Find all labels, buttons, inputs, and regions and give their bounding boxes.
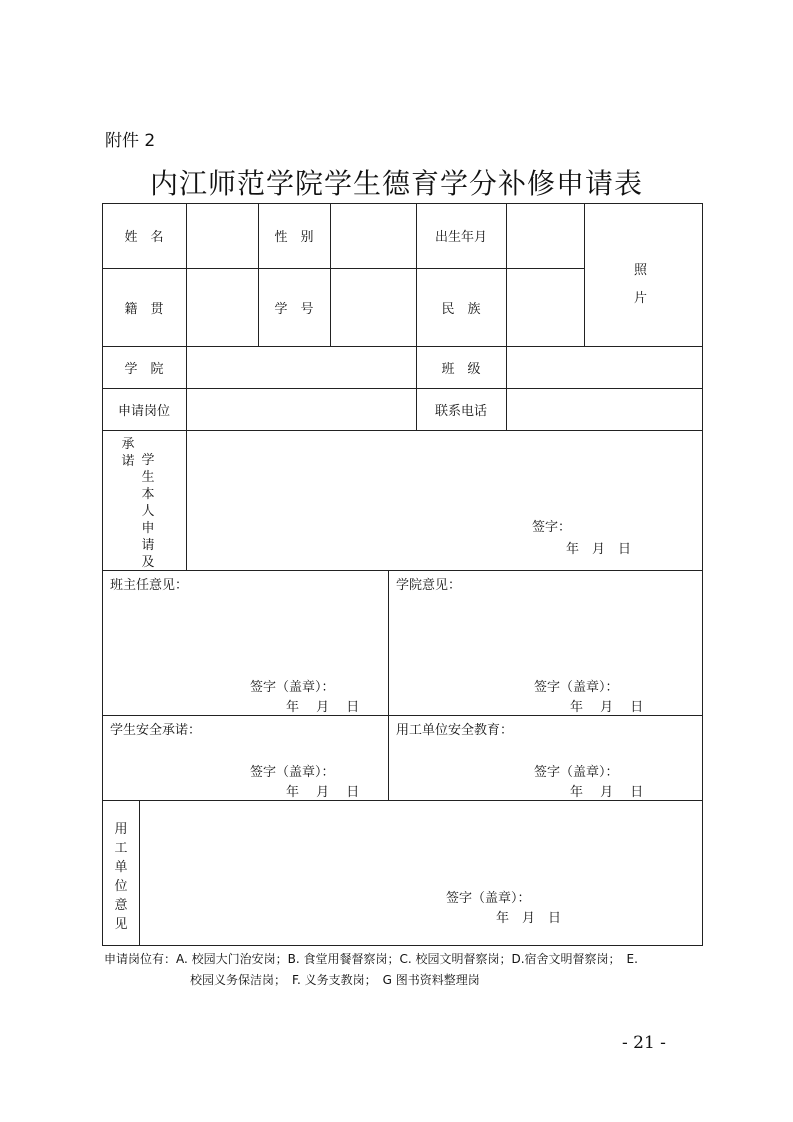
page-number: - 21 - (622, 1033, 666, 1053)
employer-opinion-date: 年 月 日 (496, 911, 562, 926)
employer-safety-education[interactable]: 用工单位安全教育： 签字（盖章）： 年 月 日 (396, 723, 644, 800)
phone-value[interactable] (506, 388, 702, 430)
position-note-line1: 申请岗位有：A. 校园大门治安岗；B. 食堂用餐督察岗；C. 校园文明督察岗；D.宿舍文明督察岗； E. (104, 952, 638, 966)
college-sign: 签字（盖章）： (534, 680, 619, 695)
birth-value[interactable] (506, 203, 584, 268)
native-value[interactable] (186, 268, 258, 346)
promise-label: 承诺 学 生 本 人 申 请 及 (121, 437, 155, 570)
ethnic-label: 民 族 (441, 301, 481, 317)
head-teacher-opinion[interactable]: 班主任意见： 签字（盖章）： 年 月 日 (110, 578, 360, 715)
photo-label-2: 片 (634, 291, 648, 306)
head-teacher-sign: 签字（盖章）： (250, 680, 335, 695)
native-label: 籍 贯 (124, 301, 164, 317)
promise-sign: 签字： (532, 520, 572, 535)
gender-value[interactable] (330, 203, 416, 268)
employer-edu-date: 年 月 日 (570, 785, 644, 800)
name-value[interactable] (186, 203, 258, 268)
gender-label: 性 别 (274, 230, 314, 245)
promise-label-top: 承诺 (121, 437, 135, 469)
position-label: 申请岗位 (117, 403, 170, 419)
promise-date: 年 月 日 (566, 542, 632, 557)
class-label: 班 级 (441, 361, 481, 377)
attachment-label: 附件 2 (105, 131, 156, 151)
safety-promise[interactable]: 学生安全承诺： 签字（盖章）： 年 月 日 (110, 723, 360, 800)
college-label: 学 院 (124, 361, 164, 377)
student-no-label: 学 号 (274, 301, 314, 317)
ethnic-value[interactable] (506, 268, 584, 346)
head-teacher-date: 年 月 日 (286, 700, 360, 715)
employer-opinion-content[interactable] (139, 800, 702, 945)
position-note-line2: 校园义务保洁岗； F. 义务支教岗； G 图书资料整理岗 (190, 973, 480, 987)
position-value[interactable] (186, 388, 416, 430)
photo-box[interactable] (584, 203, 702, 346)
birth-label: 出生年月 (434, 230, 487, 245)
phone-label: 联系电话 (434, 403, 487, 419)
college-opinion[interactable]: 学院意见： 签字（盖章）： 年 月 日 (396, 578, 644, 715)
college-date: 年 月 日 (570, 700, 644, 715)
employer-edu-sign: 签字（盖章）： (534, 765, 619, 780)
employer-opinion-sign: 签字（盖章）： (446, 891, 531, 906)
name-label: 姓 名 (124, 230, 164, 245)
safety-sign: 签字（盖章）： (250, 765, 335, 780)
form-title: 内江师范学院学生德育学分补修申请表 (149, 167, 643, 200)
safety-date: 年 月 日 (286, 785, 360, 800)
student-no-value[interactable] (330, 268, 416, 346)
college-value[interactable] (186, 346, 416, 388)
class-value[interactable] (506, 346, 702, 388)
employer-opinion-label: 用 工 单 位 意 见 (114, 822, 128, 932)
photo-label-1: 照 (634, 263, 648, 278)
